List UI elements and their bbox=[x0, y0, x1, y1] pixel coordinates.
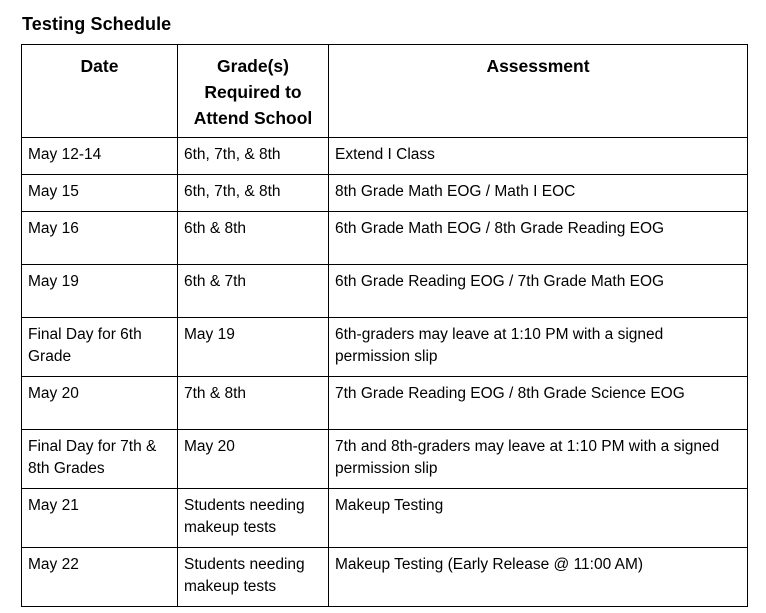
table-row bbox=[22, 138, 748, 175]
date-cell: May 15 bbox=[22, 175, 178, 212]
date-cell: May 16 bbox=[22, 212, 178, 265]
table-row bbox=[22, 377, 748, 430]
table-row bbox=[22, 548, 748, 607]
grades-cell: 6th, 7th, & 8th bbox=[178, 138, 329, 175]
testing-schedule-table bbox=[21, 44, 748, 607]
table-row bbox=[22, 175, 748, 212]
assessment-cell: Extend I Class bbox=[329, 138, 748, 175]
page-title: Testing Schedule bbox=[22, 14, 172, 34]
assessment-cell: 6th-graders may leave at 1:10 PM with a signed permission slip bbox=[329, 318, 748, 377]
grades-cell: 6th & 7th bbox=[178, 265, 329, 318]
grades-cell: 6th & 8th bbox=[178, 212, 329, 265]
grades-cell: 7th & 8th bbox=[178, 377, 329, 430]
table-row bbox=[22, 489, 748, 548]
table-row bbox=[22, 318, 748, 377]
header-grades: Grade(s) Required to Attend School bbox=[178, 45, 329, 138]
date-cell: Final Day for 7th & 8th Grades bbox=[22, 430, 178, 489]
grades-cell: May 19 bbox=[178, 318, 329, 377]
table-row bbox=[22, 430, 748, 489]
grades-cell: Students needing makeup tests bbox=[178, 489, 329, 548]
assessment-cell: 7th Grade Reading EOG / 8th Grade Science EOG bbox=[329, 377, 748, 430]
header-date: Date bbox=[22, 45, 178, 138]
assessment-cell: 6th Grade Math EOG / 8th Grade Reading EOG bbox=[329, 212, 748, 265]
grades-cell: May 20 bbox=[178, 430, 329, 489]
assessment-cell: 6th Grade Reading EOG / 7th Grade Math EOG bbox=[329, 265, 748, 318]
table-row bbox=[22, 265, 748, 318]
grades-cell: 6th, 7th, & 8th bbox=[178, 175, 329, 212]
date-cell: May 19 bbox=[22, 265, 178, 318]
grades-cell: Students needing makeup tests bbox=[178, 548, 329, 607]
assessment-cell: Makeup Testing bbox=[329, 489, 748, 548]
date-cell: May 21 bbox=[22, 489, 178, 548]
date-cell: May 20 bbox=[22, 377, 178, 430]
assessment-cell: Makeup Testing (Early Release @ 11:00 AM) bbox=[329, 548, 748, 607]
date-cell: May 12-14 bbox=[22, 138, 178, 175]
table-header-row bbox=[22, 45, 748, 138]
header-assessment: Assessment bbox=[329, 45, 748, 138]
assessment-cell: 8th Grade Math EOG / Math I EOC bbox=[329, 175, 748, 212]
assessment-cell: 7th and 8th-graders may leave at 1:10 PM with a signed permission slip bbox=[329, 430, 748, 489]
table-row bbox=[22, 212, 748, 265]
date-cell: Final Day for 6th Grade bbox=[22, 318, 178, 377]
date-cell: May 22 bbox=[22, 548, 178, 607]
